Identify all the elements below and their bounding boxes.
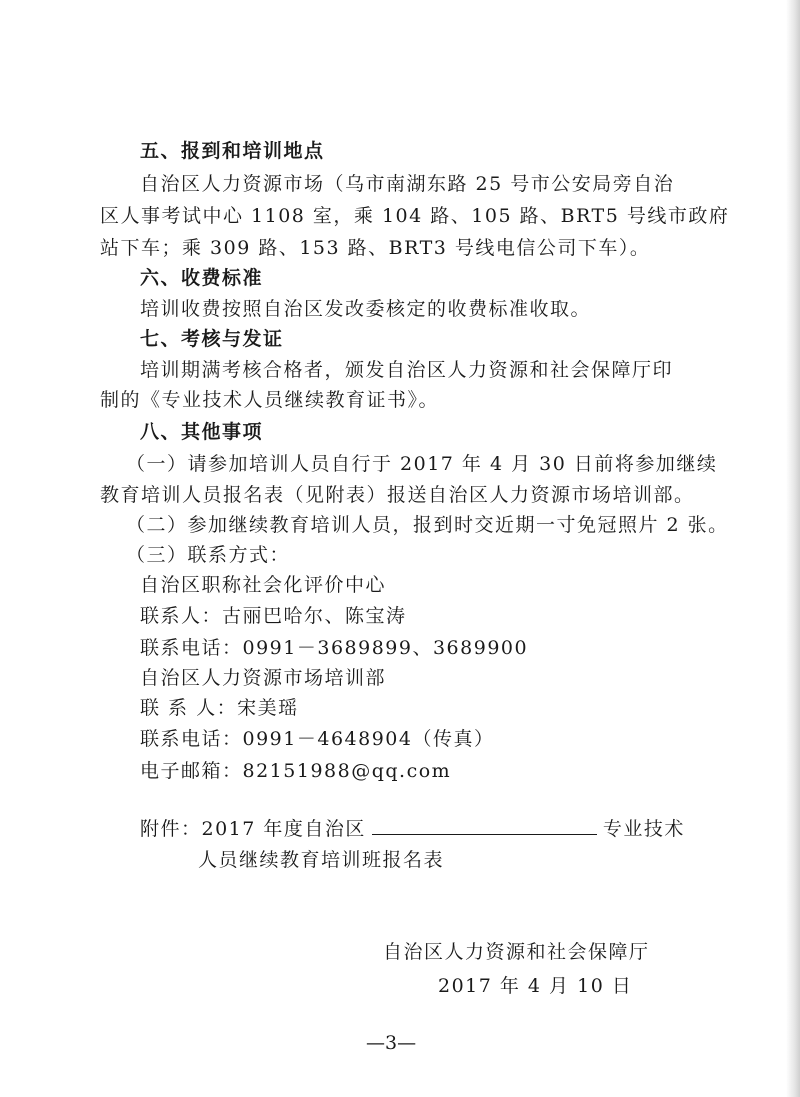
attachment-line1 xyxy=(140,815,685,843)
section6-para: 培训收费按照自治区发改委核定的收费标准收取。 xyxy=(140,298,592,320)
section8-heading: 八、其他事项 xyxy=(140,421,264,443)
scan-edge-shadow xyxy=(786,0,800,1097)
section7-para-line2: 制的《专业技术人员继续教育证书》。 xyxy=(100,389,440,411)
section8-item1-line1: （一）请参加培训人员自行于 2017 年 4 月 30 日前将参加继续 xyxy=(126,453,718,475)
section8-item2: （二）参加继续教育培训人员，报到时交近期一寸免冠照片 2 张。 xyxy=(126,514,729,536)
section5-heading: 五、报到和培训地点 xyxy=(140,140,325,162)
contact-org2: 自治区人力资源市场培训部 xyxy=(140,667,387,689)
section8-item3: （三）联系方式： xyxy=(126,544,291,566)
signature-date: 2017 年 4 月 10 日 xyxy=(438,975,633,997)
attachment-blank-field xyxy=(372,816,597,835)
section5-para-line1: 自治区人力资源市场（乌市南湖东路 25 号市公安局旁自治 xyxy=(140,173,675,195)
attachment-line2: 人员继续教育培训班报名表 xyxy=(198,849,445,871)
section7-heading: 七、考核与发证 xyxy=(140,328,284,350)
attachment-suffix: 专业技术 xyxy=(602,818,685,840)
contact-org1-phone: 联系电话：0991－3689899、3689900 xyxy=(140,637,529,659)
page-number: —3— xyxy=(366,1032,417,1054)
section6-heading: 六、收费标准 xyxy=(140,267,264,289)
section7-para-line1: 培训期满考核合格者，颁发自治区人力资源和社会保障厅印 xyxy=(140,359,674,381)
section5-para-line2: 区人事考试中心 1108 室，乘 104 路、105 路、BRT5 号线市政府 xyxy=(100,205,730,227)
section5-para-line3: 站下车；乘 309 路、153 路、BRT3 号线电信公司下车）。 xyxy=(100,237,651,259)
contact-org1: 自治区职称社会化评价中心 xyxy=(140,574,387,596)
section8-item1-line2: 教育培训人员报名表（见附表）报送自治区人力资源市场培训部。 xyxy=(100,484,695,506)
attachment-prefix: 附件：2017 年度自治区 xyxy=(140,818,366,840)
contact-org1-person: 联系人：古丽巴哈尔、陈宝涛 xyxy=(140,605,407,627)
contact-org2-person: 联 系 人：宋美瑶 xyxy=(140,697,299,719)
contact-org2-email: 电子邮箱：82151988@qq.com xyxy=(140,760,452,782)
contact-org2-phone: 联系电话：0991－4648904（传真） xyxy=(140,728,495,750)
signature-issuer: 自治区人力资源和社会保障厅 xyxy=(383,941,650,963)
